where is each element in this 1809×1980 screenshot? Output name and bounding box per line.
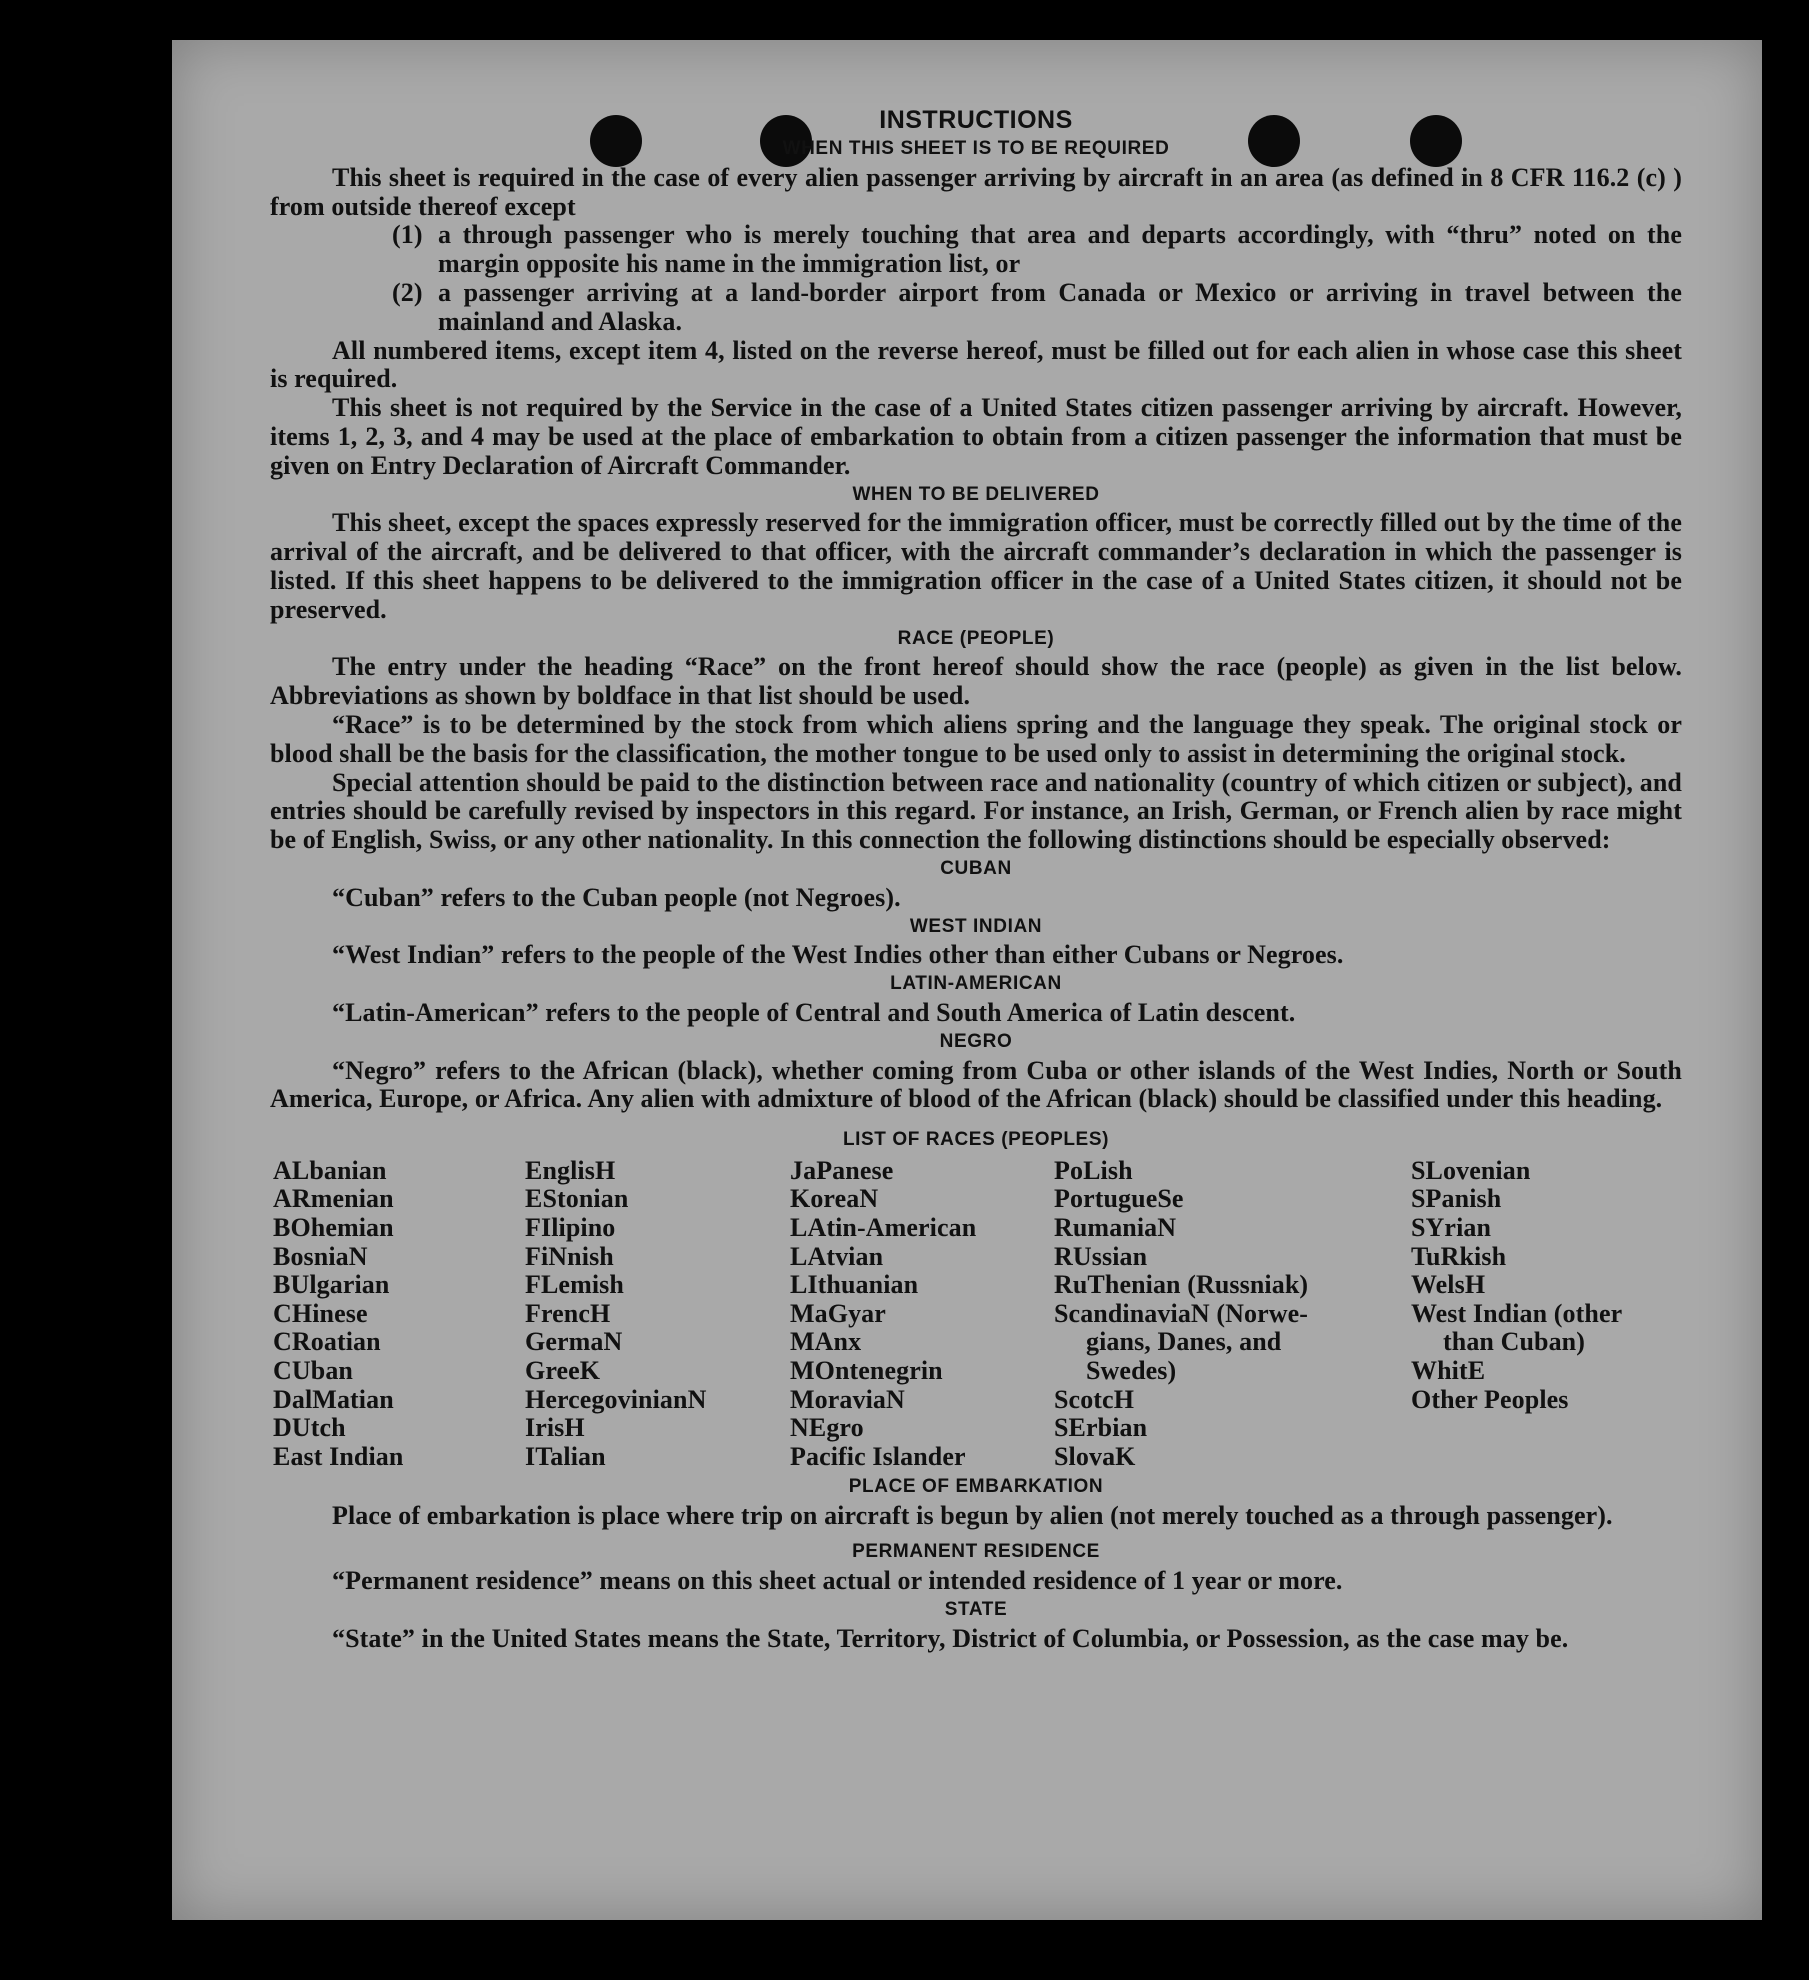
race-item: SPanish bbox=[1411, 1184, 1502, 1214]
paragraph-race-2: “Race” is to be determined by the stock from which aliens spring and the language they speak. The original stock or blood shall be the basis for the classification, the mother tongue to be used only to assist in determining the original stock. bbox=[270, 709, 1682, 768]
race-item: LAtin-American bbox=[790, 1213, 977, 1243]
race-item: CUban bbox=[273, 1356, 353, 1386]
document-body bbox=[270, 105, 1682, 1654]
exception-text: a through passenger who is merely touching that area and departs accordingly, with “thru” noted on the margin opposite his name in the immigration list, or bbox=[438, 220, 1682, 279]
paragraph-race-1: The entry under the heading “Race” on the front hereof should show the race (people) as given in the list below. Abbreviations as shown by boldface in that list should be used. bbox=[270, 652, 1682, 711]
exception-item bbox=[270, 279, 1682, 337]
race-item: ITalian bbox=[525, 1441, 606, 1471]
paragraph-embarkation: Place of embarkation is place where trip on aircraft is begun by alien (not merely touched as a through passenger). bbox=[332, 1500, 1613, 1530]
race-item: CRoatian bbox=[273, 1327, 381, 1357]
paragraph-delivered: This sheet, except the spaces expressly reserved for the immigration officer, must be correctly filled out by the time of the arrival of the aircraft, and be delivered to that officer, with the aircraft commander’s declaration in which the passenger is listed. If this sheet happens to be delivered to the immigration officer in the case of a United States citizen, it should not be preserved. bbox=[270, 508, 1682, 624]
race-item: TuRkish bbox=[1411, 1241, 1507, 1271]
race-item: MaGyar bbox=[790, 1298, 886, 1328]
exception-text: a passenger arriving at a land-border airport from Canada or Mexico or arriving in travel between the mainland and Alaska. bbox=[438, 277, 1682, 336]
race-item: JaPanese bbox=[790, 1155, 894, 1185]
section-title-cuban: CUBAN bbox=[940, 857, 1012, 879]
race-item: RumaniaN bbox=[1054, 1213, 1177, 1243]
race-item: ALbanian bbox=[273, 1155, 387, 1185]
section-title-required: WHEN THIS SHEET IS TO BE REQUIRED bbox=[782, 138, 1170, 159]
race-item: SYrian bbox=[1411, 1213, 1492, 1243]
race-item: DalMatian bbox=[273, 1384, 394, 1414]
race-item: BOhemian bbox=[273, 1213, 394, 1243]
race-item: LAtvian bbox=[790, 1241, 884, 1271]
race-item: PortugueSe bbox=[1054, 1184, 1184, 1214]
section-title-race: RACE (PEOPLE) bbox=[897, 627, 1055, 649]
paragraph-state: “State” in the United States means the State, Territory, District of Columbia, or Possession, as the case may be. bbox=[332, 1623, 1569, 1653]
race-item: GreeK bbox=[525, 1356, 601, 1386]
race-item: ScandinaviaN (Norwe- bbox=[1054, 1298, 1309, 1328]
race-item: PoLish bbox=[1054, 1155, 1133, 1185]
section-title-state: STATE bbox=[944, 1599, 1008, 1621]
paragraph-residence: “Permanent residence” means on this sheet actual or intended residence of 1 year or more. bbox=[332, 1566, 1343, 1596]
section-title-west-indian: WEST INDIAN bbox=[909, 915, 1043, 937]
exception-number: (1) bbox=[392, 220, 423, 250]
race-item: Pacific Islander bbox=[790, 1441, 966, 1471]
race-item: West Indian (other bbox=[1411, 1298, 1623, 1328]
paragraph-latin-american: “Latin-American” refers to the people of Central and South America of Latin descent. bbox=[332, 997, 1296, 1027]
race-item: SErbian bbox=[1054, 1413, 1148, 1443]
race-item: LIthuanian bbox=[790, 1270, 919, 1300]
race-item: DUtch bbox=[273, 1413, 346, 1443]
race-item: SlovaK bbox=[1054, 1441, 1136, 1471]
page-title: INSTRUCTIONS bbox=[879, 106, 1073, 134]
race-item: EnglisH bbox=[525, 1155, 616, 1185]
paragraph-cuban: “Cuban” refers to the Cuban people (not Negroes). bbox=[332, 882, 901, 912]
race-item: Swedes) bbox=[1086, 1356, 1177, 1386]
race-item: Other Peoples bbox=[1411, 1384, 1569, 1414]
race-column bbox=[273, 1157, 403, 1472]
paragraph-numbered-items: All numbered items, except item 4, listed on the reverse hereof, must be filled out for each alien in whose case this sheet is required. bbox=[270, 335, 1682, 394]
race-item: gians, Danes, and bbox=[1086, 1327, 1282, 1357]
exception-item bbox=[270, 221, 1682, 279]
race-item: RuThenian (Russniak) bbox=[1054, 1270, 1309, 1300]
race-item: WelsH bbox=[1411, 1270, 1486, 1300]
race-item: ScotcH bbox=[1054, 1384, 1135, 1414]
race-item: KoreaN bbox=[790, 1184, 879, 1214]
race-list bbox=[270, 1157, 1682, 1473]
section-title-list-of-races: LIST OF RACES (PEOPLES) bbox=[842, 1129, 1110, 1151]
race-column bbox=[1054, 1157, 1308, 1472]
race-item: HercegovinianN bbox=[525, 1384, 707, 1414]
paragraph-required-intro: This sheet is required in the case of every alien passenger arriving by aircraft in an area (as defined in 8 CFR 116.2 (c) ) from outside thereof except bbox=[270, 162, 1682, 221]
race-item: MOntenegrin bbox=[790, 1356, 943, 1386]
race-item: MoraviaN bbox=[790, 1384, 905, 1414]
race-item: NEgro bbox=[790, 1413, 864, 1443]
section-title-negro: NEGRO bbox=[939, 1030, 1013, 1052]
race-item: East Indian bbox=[273, 1441, 404, 1471]
race-item: SLovenian bbox=[1411, 1155, 1531, 1185]
section-title-latin-american: LATIN-AMERICAN bbox=[890, 973, 1062, 995]
race-column bbox=[1411, 1157, 1622, 1414]
exception-number: (2) bbox=[392, 277, 423, 307]
section-title-delivered: WHEN TO BE DELIVERED bbox=[852, 483, 1100, 505]
race-item: BUlgarian bbox=[273, 1270, 390, 1300]
paragraph-negro: “Negro” refers to the African (black), whether coming from Cuba or other islands of the West Indies, North or South America, Europe, or Africa. Any alien with admixture of blood of the African (black) should be classified under this heading. bbox=[270, 1055, 1682, 1114]
race-item: BosniaN bbox=[273, 1241, 368, 1271]
section-title-residence: PERMANENT RESIDENCE bbox=[852, 1541, 1100, 1563]
race-item: ARmenian bbox=[273, 1184, 394, 1214]
race-item: FiNnish bbox=[525, 1241, 614, 1271]
race-item: EStonian bbox=[525, 1184, 629, 1214]
race-item: FIlipino bbox=[525, 1213, 616, 1243]
race-item: WhitE bbox=[1411, 1356, 1486, 1386]
race-item: GermaN bbox=[525, 1327, 623, 1357]
race-item: RUssian bbox=[1054, 1241, 1148, 1271]
race-item: IrisH bbox=[525, 1413, 585, 1443]
paragraph-race-3: Special attention should be paid to the distinction between race and nationality (country of which citizen or subject), and entries should be carefully revised by inspectors in this regard. For instance, an Irish, German, or French alien by race might be of English, Swiss, or any other nationality. In this connection the following distinctions should be especially observed: bbox=[270, 767, 1682, 855]
race-column bbox=[790, 1157, 976, 1472]
race-item: CHinese bbox=[273, 1298, 368, 1328]
race-item: MAnx bbox=[790, 1327, 862, 1357]
race-item: FrencH bbox=[525, 1298, 611, 1328]
race-column bbox=[525, 1157, 706, 1472]
race-item: than Cuban) bbox=[1443, 1327, 1585, 1357]
race-item: FLemish bbox=[525, 1270, 624, 1300]
section-title-embarkation: PLACE OF EMBARKATION bbox=[848, 1475, 1104, 1497]
paragraph-west-indian: “West Indian” refers to the people of the West Indies other than either Cubans or Negroes. bbox=[332, 940, 1344, 970]
paragraph-citizen: This sheet is not required by the Service in the case of a United States citizen passenger arriving by aircraft. However, items 1, 2, 3, and 4 may be used at the place of embarkation to obtain from a citizen passenger the information that must be given on Entry Declaration of Aircraft Commander. bbox=[270, 393, 1682, 480]
